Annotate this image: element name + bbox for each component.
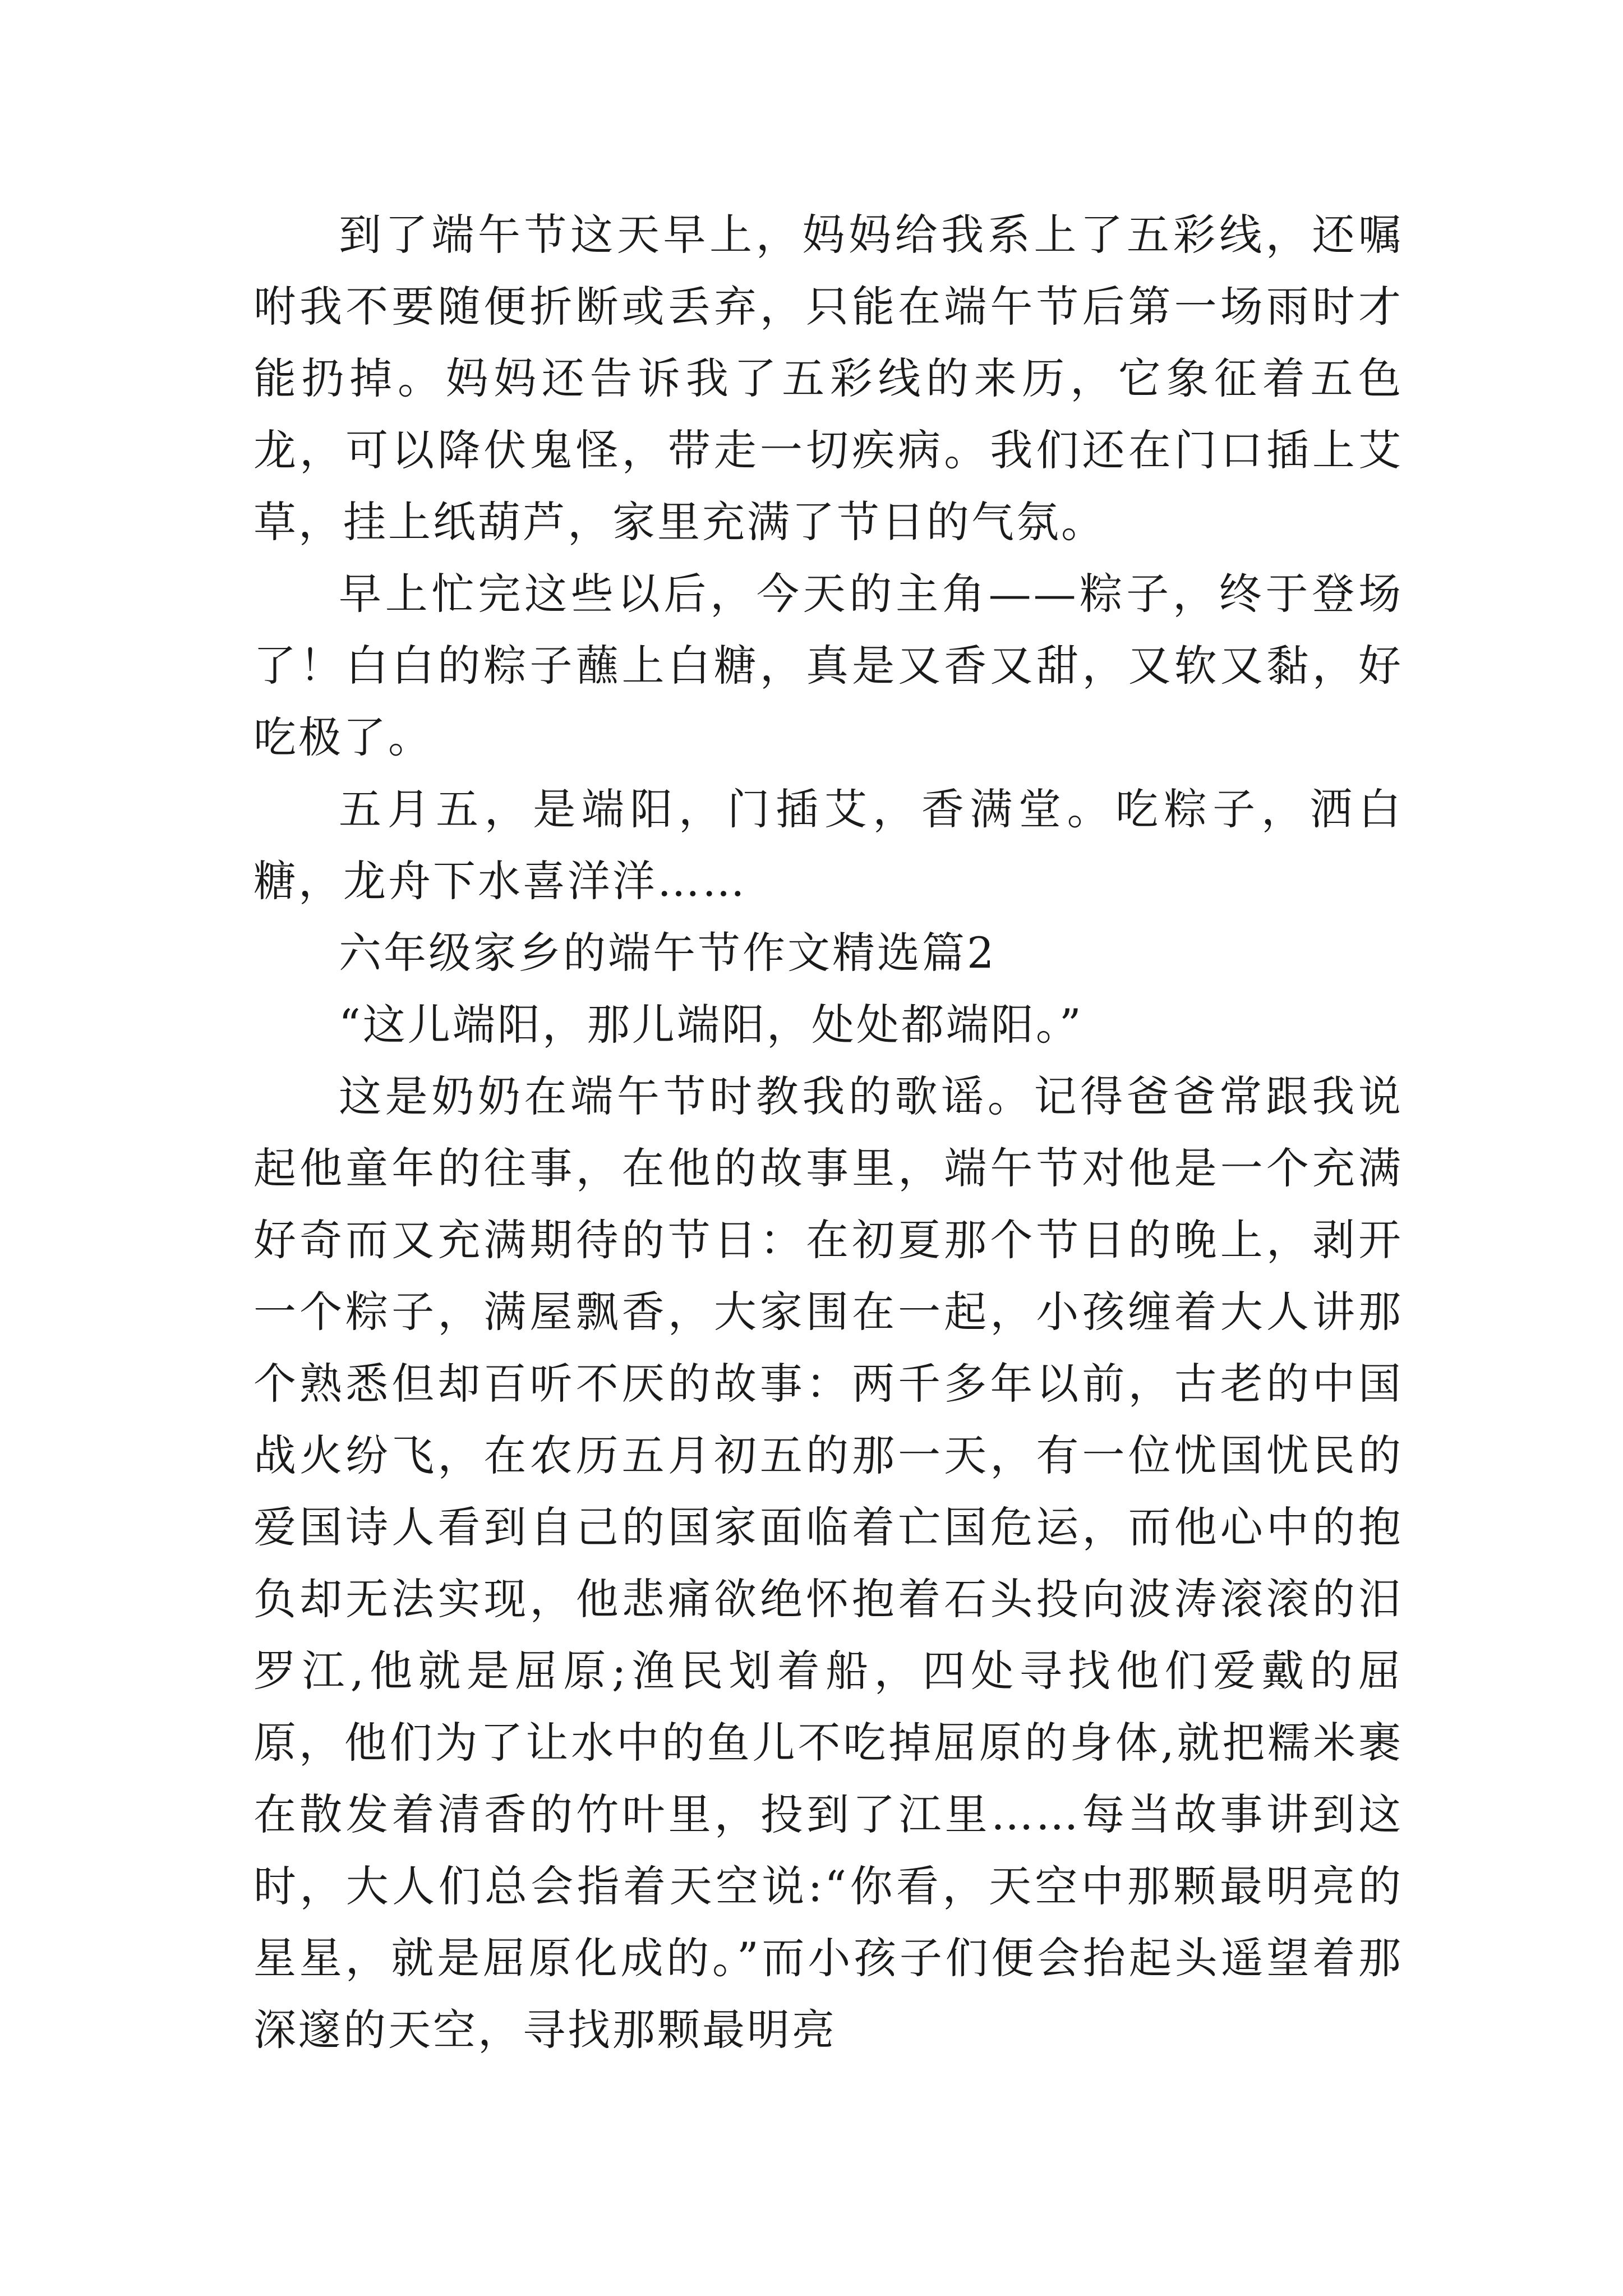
document-body (253, 199, 1403, 2066)
paragraph-ballad: 五月五，是端阳，门插艾，香满堂。吃粽子，洒白糖，龙舟下水喜洋洋…… (253, 784, 1403, 906)
paragraph-quote: “这儿端阳，那儿端阳，处处都端阳。” (339, 1000, 1083, 1050)
paragraph-wucaixian: 到了端午节这天早上，妈妈给我系上了五彩线，还嘱咐我不要随便折断或丢弃，只能在端午节后第一场雨时才能扔掉。妈妈还告诉我了五彩线的来历，它象征着五色龙，可以降伏鬼怪，带走一切疾病。我们还在门口插上艾草，挂上纸葫芦，家里充满了节日的气氛。 (253, 210, 1403, 547)
paragraph-zongzi: 早上忙完这些以后，今天的主角——粽子，终于登场了！白白的粽子蘸上白糖，真是又香又甜，又软又黏，好吃极了。 (253, 569, 1403, 762)
paragraph-quyuan-story: 这是奶奶在端午节时教我的歌谣。记得爸爸常跟我说起他童年的往事，在他的故事里，端午节对他是一个充满好奇而又充满期待的节日：在初夏那个节日的晚上，剥开一个粽子，满屋飘香，大家围在一起，小孩缠着大人讲那个熟悉但却百听不厌的故事：两千多年以前，古老的中国战火纷飞，在农历五月初五的那一天，有一位忧国忧民的爱国诗人看到自己的国家面临着亡国危运，而他心中的抱负却无法实现，他悲痛欲绝怀抱着石头投向波涛滚滚的汨罗江,他就是屈原;渔民划着船，四处寻找他们爱戴的屈原，他们为了让水中的鱼儿不吃掉屈原的身体,就把糯米裹在散发着清香的竹叶里，投到了江里……每当故事讲到这时，大人们总会指着天空说:“你看，天空中那颗最明亮的星星，就是屈原化成的。”而小孩子们便会抬起头遥望着那深邃的天空，寻找那颗最明亮 (253, 1071, 1403, 2055)
essay-heading: 六年级家乡的端午节作文精选篇2 (339, 928, 997, 978)
